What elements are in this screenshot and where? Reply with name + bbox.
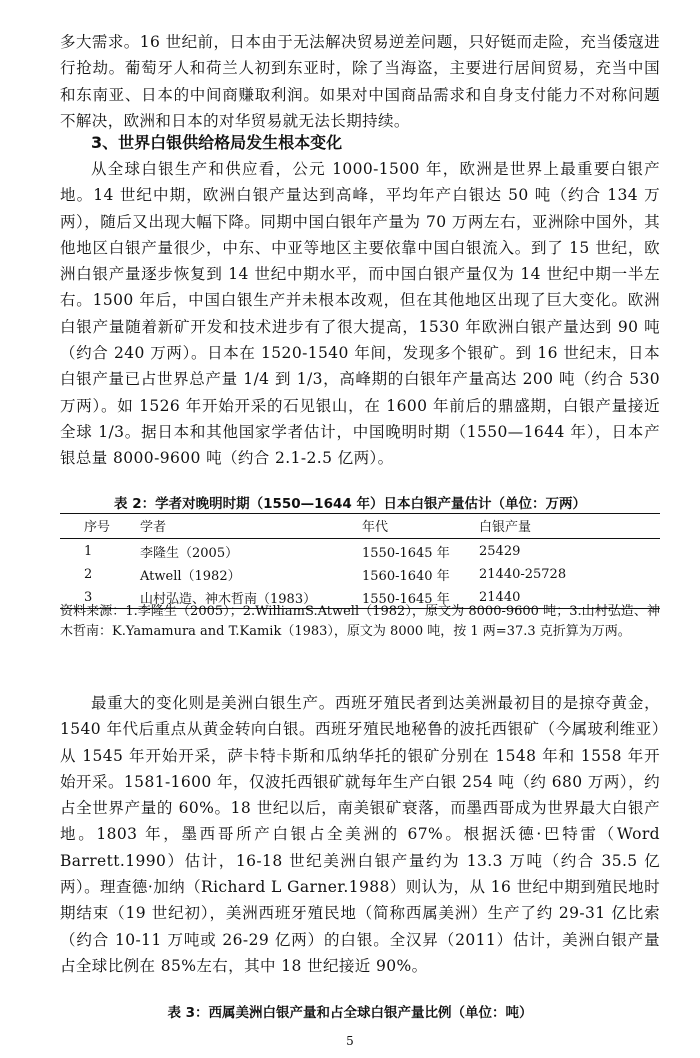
cell-period: 1550-1645 年 [362,545,450,561]
cell-period: 1560-1640 年 [362,568,450,584]
table-row [60,562,660,585]
header-scholar: 学者 [140,520,167,535]
table-2-caption: 表 2：学者对晚明时期（1550—1644 年）日本白银产量估计（单位：万两） [114,496,586,512]
cell-output: 21440-25728 [479,566,567,582]
cell-output: 25429 [479,543,521,559]
table-2-japan-silver [60,513,660,609]
cell-index: 1 [84,543,93,559]
cell-index: 3 [84,589,93,605]
cell-output: 21440 [479,589,521,605]
paragraph-american-silver: 最重大的变化则是美洲白银生产。西班牙殖民者到达美洲最初目的是掠夺黄金，1540 年代后重点从黄金转向白银。西班牙殖民地秘鲁的波托西银矿（今属玻利维亚）从 1545 年开始开采，萨卡特卡斯和瓜纳华托的银矿分别在 1548 年和 1558 年开始开采。1581-1600 年，仅波托西银矿就每年生产白银 254 吨（约 680 万两），约占全世界产量的 60%。18 世纪以后，南美银矿衰落，而墨西哥成为世界最大白银产地。1803 年，墨西哥所产白银占全美洲的 67%。根据沃德·巴特雷（Word Barrett.1990）估计，16-18 世纪美洲白银产量约为 13.3 万吨（约合 35.5 亿两）。理查德·加纳（Richard L Garner.1988）则认为，从 16 世纪中期到殖民地时期结束（19 世纪初），美洲西班牙殖民地（简称西属美洲）生产了约 29-31 亿比索（约合 10-11 万吨或 26-29 亿两）的白银。全汉昇（2011）估计，美洲白银产量占全球比例在 85%左右，其中 18 世纪接近 90%。 [60,694,660,975]
cell-index: 2 [84,566,93,582]
cell-scholar: Atwell（1982） [140,568,241,584]
table-row [60,539,660,563]
table-2-source-note: 资料来源：1.李隆生（2005）；2.WilliamS.Atwell（1982），原文为 8000-9600 吨；3.山村弘造、神木哲南：K.Yamamura and T.Kamik（1983），原文为 8000 吨，按 1 两=37.3 克折算为万两。 [60,604,660,639]
section-heading: 3、世界白银供给格局发生根本变化 [91,133,343,152]
table-3-caption: 表 3：西属美洲白银产量和占全球白银产量比例（单位：吨） [167,1005,533,1021]
cell-scholar: 山村弘造、神木哲南（1983） [140,591,317,607]
header-period: 年代 [362,520,389,535]
table-header-row [60,514,660,539]
cell-period: 1550-1645 年 [362,591,450,607]
header-output: 白银产量 [479,520,532,535]
paragraph-silver-supply: 从全球白银生产和供应看，公元 1000-1500 年，欧洲是世界上最重要白银产地。14 世纪中期，欧洲白银产量达到高峰，平均年产白银达 50 吨（约合 134 万两），随后又出现大幅下降。同期中国白银年产量为 70 万两左右，亚洲除中国外，其他地区白银产量很少，中东、中亚等地区主要依靠中国白银流入。到了 15 世纪，欧洲白银产量逐步恢复到 14 世纪中期水平，而中国白银产量仅为 14 世纪中期一半左右。1500 年后，中国白银生产并未根本改观，但在其他地区出现了巨大变化。欧洲白银产量随着新矿开发和技术进步有了很大提高，1530 年欧洲白银产量达到 90 吨（约合 240 万两）。日本在 1520-1540 年间，发现多个银矿。到 16 世纪末，日本白银产量已占世界总产量 1/4 到 1/3，高峰期的白银年产量高达 200 吨（约合 530 万两）。如 1526 年开始开采的石见银山，在 1600 年前后的鼎盛期，白银产量接近全球 1/3。据日本和其他国家学者估计，中国晚明时期（1550—1644 年），日本产银总量 8000-9600 吨（约合 2.1-2.5 亿两）。 [60,160,660,468]
paragraph-trade-imbalance: 多大需求。16 世纪前，日本由于无法解决贸易逆差问题，只好铤而走险，充当倭寇进行抢劫。葡萄牙人和荷兰人初到东亚时，除了当海盗，主要进行居间贸易，充当中国和东南亚、日本的中间商赚取利润。如果对中国商品需求和自身支付能力不对称问题不解决，欧洲和日本的对华贸易就无法长期持续。 [60,33,660,130]
header-index: 序号 [84,520,111,535]
cell-scholar: 李隆生（2005） [140,545,239,561]
page-number: 5 [346,1034,354,1048]
